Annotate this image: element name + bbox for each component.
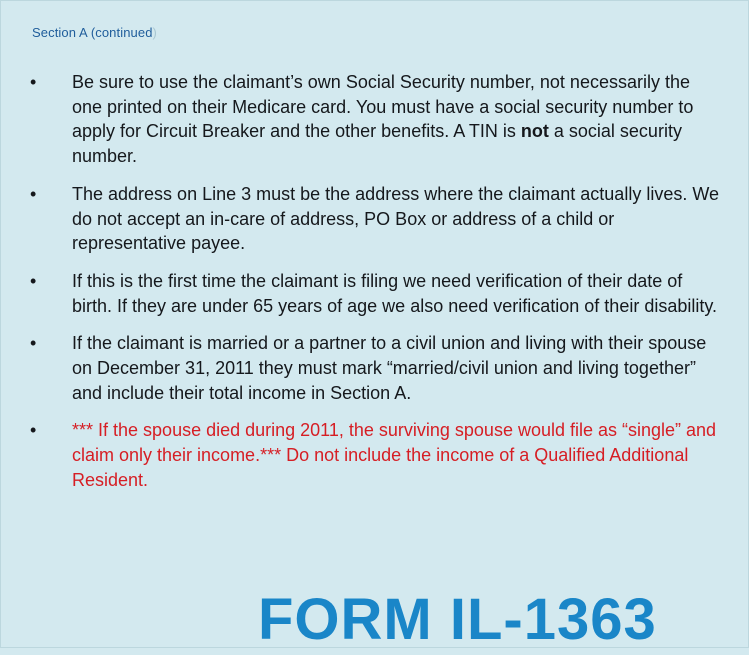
bullet-verification-text: If this is the first time the claimant is filing we need verification of their date of birth. If they are under 65 years of age we also need verification of their disability. (72, 270, 718, 316)
bullet-list (30, 70, 720, 506)
bullet-glyph: • (30, 270, 37, 291)
bullet-item-ssn (30, 70, 720, 169)
bullet-address-text: The address on Line 3 must be the address where the claimant actually lives. We do not accept an in-care of address, PO Box or address of a child or representative payee. (72, 183, 720, 254)
bullet-glyph: • (30, 420, 37, 441)
bullet-item-spouse-died (30, 418, 720, 492)
bullet-item-married (30, 331, 720, 405)
form-title: FORM IL-1363 (258, 587, 657, 652)
bullet-ssn-text-2: a social security number. (72, 121, 682, 167)
section-header-label: Section A (continued (32, 25, 153, 40)
bullet-spouse-died-text: *** If the spouse died during 2011, the surviving spouse would file as “single” and claim only their income.*** Do not include the income of a Qualified Additional Resident. (72, 420, 717, 490)
bullet-ssn-bold: not (520, 121, 549, 142)
bullet-item-address (30, 182, 720, 256)
bullet-glyph: • (30, 333, 37, 354)
bullet-item-verification (30, 269, 720, 318)
section-header-close: ) (152, 25, 157, 40)
section-header (32, 25, 157, 40)
bullet-glyph: • (30, 183, 37, 204)
bullet-married-text: If the claimant is married or a partner to a civil union and living with their spouse on December 31, 2011 they must mark “married/civil union and living together” and include their total income in Section A. (72, 333, 707, 403)
bullet-ssn-text-1: Be sure to use the claimant’s own Social Security number, not necessarily the one printed on their Medicare card. You must have a social security number to apply for Circuit Breaker and the other benefits. A TIN is (72, 72, 694, 142)
bullet-glyph: • (30, 72, 37, 92)
